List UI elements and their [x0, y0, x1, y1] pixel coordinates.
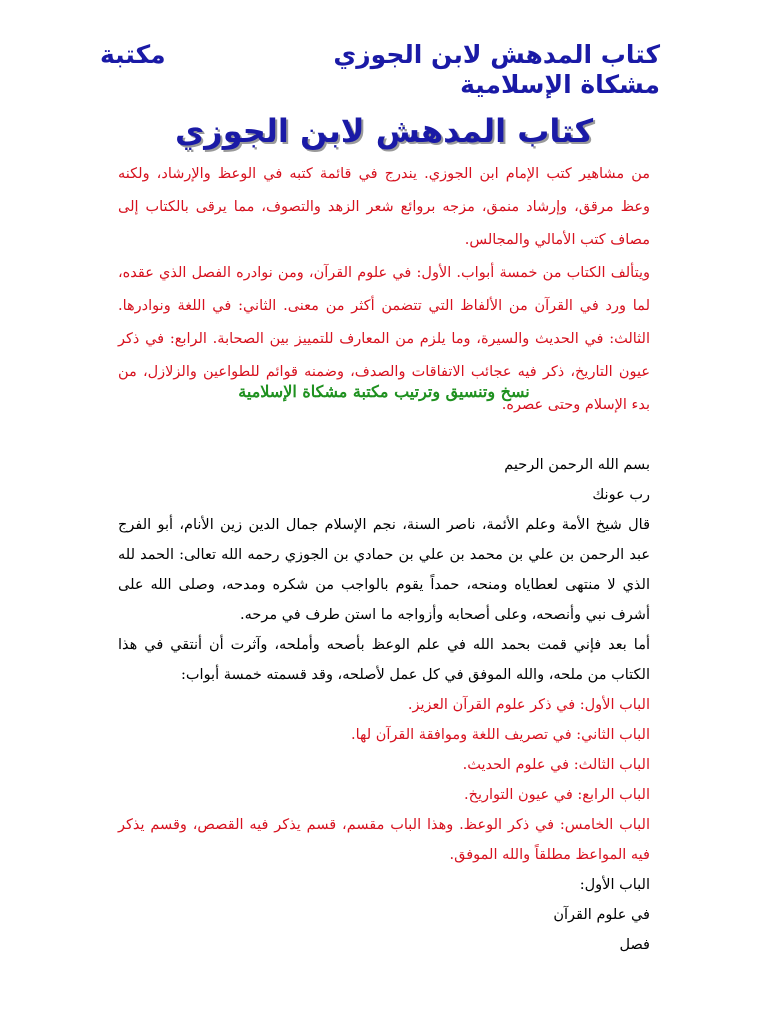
- body-paragraph-2: أما بعد فإني قمت بحمد الله في علم الوعظ بأصحه وأملحه، وآثرت أن أنتقي في هذا الكتاب من ملحه، والله الموفق في كل عمل لأصلحه، وقد قسمته خمسة أبواب:: [118, 637, 650, 683]
- header-library-word: مكتبة: [100, 40, 166, 69]
- page-header: [100, 40, 660, 100]
- chapter-3: الباب الثالث: في علوم الحديث.: [462, 757, 650, 773]
- basmala: بسم الله الرحمن الرحيم: [504, 457, 650, 473]
- credit-line: نسخ وتنسيق وترتيب مكتبة مشكاة الإسلامية: [238, 382, 530, 401]
- section-fasl: فصل: [619, 937, 650, 953]
- chapter-5: الباب الخامس: في ذكر الوعظ. وهذا الباب مقسم، قسم يذكر فيه القصص، وقسم يذكر فيه المواعظ مطلقاً والله الموفق.: [118, 817, 650, 863]
- invocation: رب عونك: [592, 487, 650, 503]
- body-paragraph-1: قال شيخ الأمة وعلم الأئمة، ناصر السنة، نجم الإسلام جمال الدين زين الأنام، أبو الفرج عبد الرحمن بن علي بن محمد بن علي بن حمادي بن الجوزي رحمه الله تعالى: الحمد لله الذي لا منتهى لعطاياه ومنحه، حمداً يقوم بالواجب من شكره ومدحه، وصلى الله على أشرف نبي وأنصحه، وعلى أصحابه وأزواجه ما استن طرف في مرحه.: [118, 517, 650, 623]
- header-book-title: كتاب المدهش لابن الجوزي: [333, 40, 660, 69]
- main-body: [118, 450, 650, 960]
- header-row-1: [100, 40, 660, 70]
- section-subtitle: في علوم القرآن: [553, 907, 650, 923]
- chapter-4: الباب الرابع: في عيون التواريخ.: [464, 787, 650, 803]
- chapter-2: الباب الثاني: في تصريف اللغة وموافقة القرآن لها.: [350, 727, 650, 743]
- chapter-1: الباب الأول: في ذكر علوم القرآن العزيز.: [407, 697, 650, 713]
- intro-paragraph-2: ويتألف الكتاب من خمسة أبواب. الأول: في علوم القرآن، ومن نوادره الفصل الذي عقده، لما ورد في القرآن من الألفاظ التي تتضمن أكثر من معنى. الثاني: في اللغة ونوادرها. الثالث: في الحديث والسيرة، وما يلزم من المعارف للتمييز بين الصحابة. الرابع: في ذكر عيون التاريخ، ذكر فيه عجائب الاتفاقات والصدف، وضمنه قوائم للطواعين والزلازل، من بدء الإسلام وحتى عصره.: [118, 265, 650, 413]
- intro-paragraph-1: من مشاهير كتب الإمام ابن الجوزي. يندرج في قائمة كتبه في الوعظ والإرشاد، ولكنه وعظ مرقق، وإرشاد منمق، مزجه بروائع شعر الزهد والتصوف، مما يرقى بالكتاب إلى مصاف كتب الأمالي والمجالس.: [118, 166, 650, 248]
- page-title: كتاب المدهش لابن الجوزي: [174, 112, 594, 150]
- section-title: الباب الأول:: [579, 877, 650, 893]
- header-library-name: مشكاة الإسلامية: [460, 70, 660, 99]
